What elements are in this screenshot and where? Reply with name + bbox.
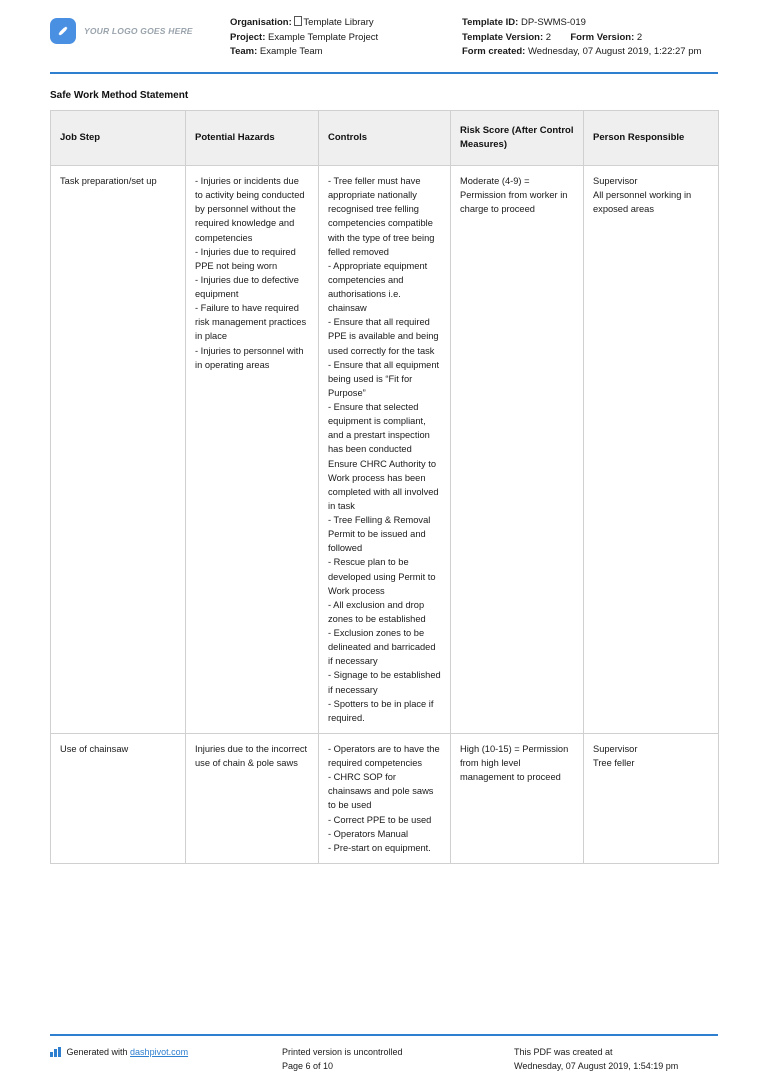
form-created-line	[462, 45, 718, 60]
team-value: Example Team	[259, 46, 323, 58]
logo-placeholder-text: YOUR LOGO GOES HERE	[84, 26, 193, 36]
cell-job-step: Task preparation/set up	[51, 166, 186, 734]
document-footer	[50, 1034, 718, 1073]
column-header-potential-hazards: Potential Hazards	[186, 111, 319, 166]
column-header-job-step: Job Step	[51, 111, 186, 166]
swms-table	[50, 110, 719, 864]
pdf-created-label: This PDF was created at	[514, 1047, 613, 1057]
printed-version-notice: Printed version is uncontrolled	[282, 1047, 403, 1057]
header-divider	[50, 72, 718, 74]
column-header-risk-score: Risk Score (After Control Measures)	[451, 111, 584, 166]
header-meta-left	[230, 14, 462, 60]
page-number: Page 6 of 10	[282, 1060, 334, 1071]
project-value: Example Template Project	[268, 31, 379, 43]
cell-risk-score: High (10-15) = Permission from high level management to proceed	[451, 733, 584, 863]
cell-person-responsible: Supervisor All personnel working in exposed areas	[584, 166, 719, 734]
column-header-controls: Controls	[319, 111, 451, 166]
team-line	[230, 45, 462, 60]
page-title: Safe Work Method Statement	[50, 90, 189, 101]
dashpivot-link[interactable]: dashpivot.com	[130, 1047, 189, 1057]
document-header	[50, 0, 718, 62]
cell-job-step: Use of chainsaw	[51, 733, 186, 863]
table-row	[51, 733, 719, 863]
organisation-value: Template Library	[303, 17, 374, 28]
project-line	[230, 31, 462, 46]
project-label: Project:	[230, 31, 266, 43]
cell-potential-hazards: - Injuries or incidents due to activity being conducted by personnel without the required knowledge and competencies - Injuries due to required PPE not being worn - Injuries due to defective equipment - Failure to have required risk management practices in place - Injuries to personnel with in operating areas	[186, 166, 319, 734]
missing-glyph-icon	[294, 16, 302, 26]
footer-generated-prefix: Generated with	[66, 1047, 131, 1057]
organisation-label: Organisation:	[230, 17, 292, 28]
form-created-value: Wednesday, 07 August 2019, 1:22:27 pm	[528, 46, 702, 58]
table-header-row	[51, 111, 719, 166]
pdf-created-value: Wednesday, 07 August 2019, 1:54:19 pm	[514, 1060, 679, 1071]
cell-controls: - Operators are to have the required competencies - CHRC SOP for chainsaws and pole saws to be used - Correct PPE to be used - Operators Manual - Pre-start on equipment.	[319, 733, 451, 863]
cell-potential-hazards: Injuries due to the incorrect use of chain & pole saws	[186, 733, 319, 863]
logo-block	[50, 14, 230, 44]
form-created-label: Form created:	[462, 46, 526, 58]
version-line	[462, 31, 718, 46]
form-version-label: Form Version:	[570, 31, 635, 43]
footer-generated-with	[50, 1046, 282, 1073]
template-id-value: DP-SWMS-019	[520, 17, 586, 28]
cell-risk-score: Moderate (4-9) = Permission from worker in charge to proceed	[451, 166, 584, 734]
template-version-value: 2	[545, 31, 552, 43]
template-version-label: Template Version:	[462, 31, 544, 43]
form-version-value: 2	[636, 31, 643, 43]
template-id-label: Template ID:	[462, 17, 519, 28]
dashpivot-logo-icon	[50, 18, 76, 44]
table-row	[51, 166, 719, 734]
footer-divider	[50, 1034, 718, 1036]
cell-person-responsible: Supervisor Tree feller	[584, 733, 719, 863]
bar-chart-icon	[50, 1047, 61, 1057]
cell-controls: - Tree feller must have appropriate nationally recognised tree felling competencies compatible with the type of tree being felled removed - Appropriate equipment competencies and authorisations i.e. chainsaw - Ensure that all required PPE is available and being used correctly for the task - Ensure that all equipment being used is “Fit for Purpose” - Ensure that selected equipment is compliant, and a prestart inspection has been conducted Ensure CHRC Authority to Work process has been completed with all involved in task - Tree Felling & Removal Permit to be issued and followed - Rescue plan to be developed using Permit to Work process - All exclusion and drop zones to be established - Exclusion zones to be delineated and barricaded if necessary - Signage to be established if necessary - Spotters to be in place if required.	[319, 166, 451, 734]
header-meta-right	[462, 14, 718, 60]
column-header-person-responsible: Person Responsible	[584, 111, 719, 166]
footer-print-notice	[282, 1046, 514, 1073]
team-label: Team:	[230, 46, 258, 58]
organisation-line	[230, 16, 462, 31]
footer-pdf-created	[514, 1046, 718, 1073]
template-id-line	[462, 16, 718, 31]
